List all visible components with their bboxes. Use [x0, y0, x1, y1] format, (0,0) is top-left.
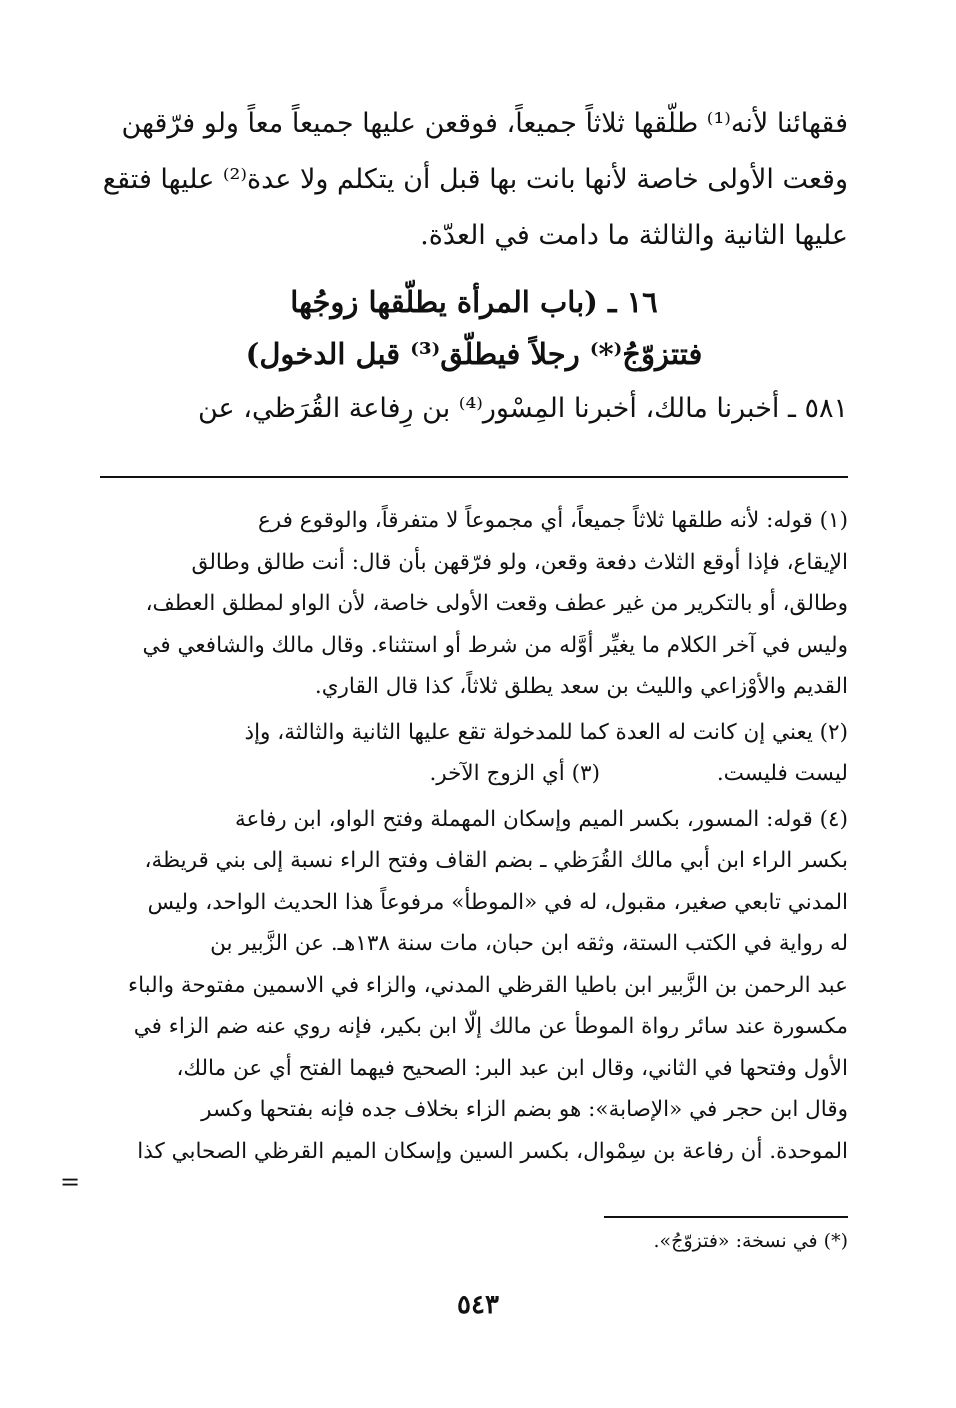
footnote-line: مكسورة عند سائر رواة الموطأ عن مالك إلّا ابن بكير، فإنه روي عنه ضم الزاء في: [133, 1014, 848, 1039]
footnote-2: [100, 712, 848, 795]
main-line: وقعت الأولى خاصة لأنها بانت بها قبل أن يتكلم ولا عدة⁽²⁾ عليها فتقع: [102, 164, 848, 195]
page-number: ٥٤٣: [457, 1290, 499, 1320]
hadith-opening: ٥٨١ ـ أخبرنا مالك، أخبرنا المِسْور⁽⁴⁾ بن رِفاعة القُرَظي، عن: [197, 393, 848, 424]
footnote-line: وطالق، أو بالتكرير من غير عطف وقعت الأولى خاصة، لأن الواو لمطلق العطف،: [145, 591, 848, 616]
main-line: عليها الثانية والثالثة ما دامت في العدّة.: [420, 220, 848, 251]
footnote-line: القديم والأوْزاعي والليث بن سعد يطلق ثلاثاً، كذا قال القاري.: [314, 674, 848, 699]
footnote-1: [100, 500, 848, 708]
main-line: فقهائنا لأنه⁽¹⁾ طلّقها ثلاثاً جميعاً، فوقعن عليها جميعاً معاً ولو فرّقهن: [121, 108, 848, 139]
footnote-line: الأول وفتحها في الثاني، وقال ابن عبد البر: الصحيح فيهما الفتح أي عن مالك،: [176, 1055, 848, 1081]
footnote-line: [100, 753, 848, 795]
footnote-line: عبد الرحمن بن الزَّبير ابن باطيا القرظي المدني، والزاء في الاسمين مفتوحة والباء: [128, 972, 848, 998]
footnote-line: ليست فليست.: [716, 761, 848, 786]
chapter-heading: [100, 276, 848, 380]
star-note: (*) في نسخة: «فتزوّجُ».: [653, 1230, 848, 1252]
main-text: [100, 96, 848, 264]
footnote-line: (١) قوله: لأنه طلقها ثلاثاً جميعاً، أي مجموعاً لا متفرقاً، والوقوع فرع: [257, 508, 848, 533]
footnote-line: وقال ابن حجر في «الإصابة»: هو بضم الزاء بخلاف جده فإنه بفتحها وكسر: [201, 1097, 848, 1122]
footnote-line: وليس في آخر الكلام ما يغيِّر أوَّله من شرط أو استثناء. وقال مالك والشافعي في: [142, 632, 848, 658]
footnote-line: الإيقاع، فإذا أوقع الثلاث دفعة وقعن، ولو فرّقهن بأن قال: أنت طالق وطالق: [191, 549, 848, 575]
chapter-heading-line-2: فتتزوّجُ⁽*⁾ رجلاً فيطلّق⁽³⁾ قبل الدخول): [245, 337, 703, 371]
footnote-line: الموحدة. أن رفاعة بن سِمْوال، بكسر السين وإسكان الميم القرظي الصحابي كذا: [137, 1138, 848, 1164]
footnote-3: (٣) أي الزوج الآخر.: [429, 761, 600, 786]
chapter-heading-line-1: ١٦ ـ (باب المرأة يطلّقها زوجُها: [290, 285, 658, 319]
footnote-line: (٤) قوله: المسور، بكسر الميم وإسكان المهملة وفتح الواو، ابن رفاعة: [235, 806, 848, 832]
footnote-line: المدني تابعي صغير، مقبول، له في «الموطأ» مرفوعاً هذا الحديث الواحد، وليس: [147, 889, 848, 915]
footnotes: [100, 500, 848, 1172]
footnote-line: (٢) يعني إن كانت له العدة كما للمدخولة تقع عليها الثانية والثالثة، وإذ: [244, 719, 848, 745]
footnote-line: له رواية في الكتب الستة، وثقه ابن حبان، مات سنة ١٣٨هـ. عن الزَّبير بن: [210, 931, 848, 956]
footnote-line: بكسر الراء ابن أبي مالك القُرَظي ـ بضم القاف وفتح الراء نسبة إلى بني قريظة،: [144, 848, 848, 873]
footnote-divider: [100, 476, 848, 478]
continuation-mark: =: [60, 1168, 81, 1196]
page-body: [100, 96, 848, 1176]
star-note-divider: [604, 1216, 848, 1218]
footnote-4: [100, 799, 848, 1173]
